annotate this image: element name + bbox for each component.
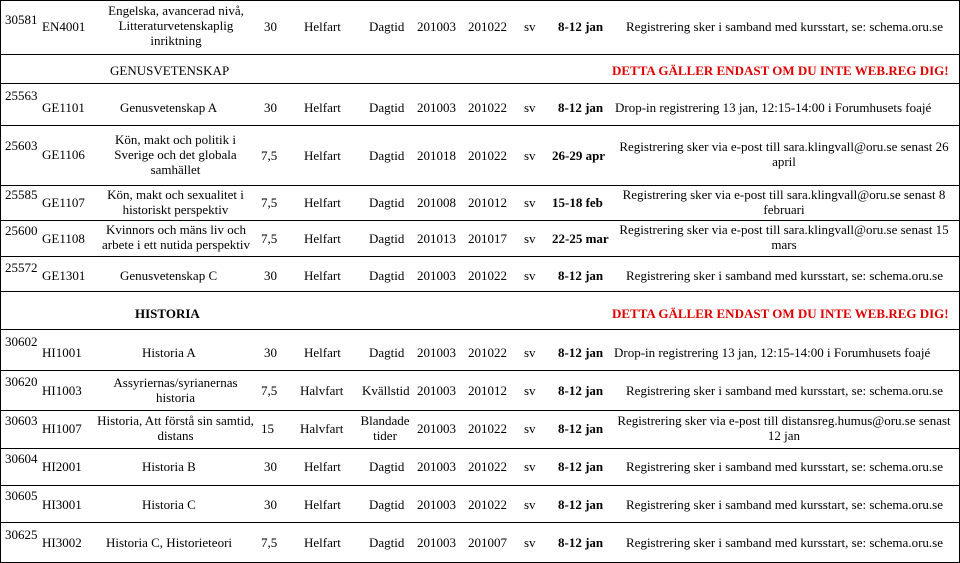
course-lang: sv: [524, 497, 536, 512]
course-id: 30581: [5, 12, 38, 27]
course-note: Registrering sker i samband med kursstart, se: schema.oru.se: [626, 268, 943, 283]
course-lang: sv: [524, 535, 536, 550]
course-hp: 7,5: [261, 148, 278, 163]
course-note: Drop-in registrering 13 jan, 12:15-14:00 i Forumhusets foajé: [615, 100, 932, 115]
course-id: 25603: [5, 138, 38, 153]
course-start: 201003: [417, 421, 456, 436]
course-pace: Helfart: [304, 100, 341, 115]
course-code: GE1101: [42, 100, 85, 115]
course-reg-dates: 26-29 apr: [552, 148, 606, 163]
course-id: 25563: [5, 88, 38, 103]
course-pace: Helfart: [304, 148, 341, 163]
course-end: 201022: [468, 268, 507, 283]
course-end: 201022: [468, 19, 507, 34]
course-end: 201022: [468, 497, 507, 512]
course-reg-dates: 15-18 feb: [552, 195, 603, 210]
course-id: 30625: [5, 527, 38, 542]
course-code: HI3002: [42, 535, 82, 550]
course-name: Kön, makt och politik i Sverige och det globala samhället: [114, 132, 237, 177]
course-end: 201022: [468, 148, 507, 163]
course-hp: 30: [264, 19, 277, 34]
course-reg-dates: 8-12 jan: [558, 345, 604, 360]
course-id: 30604: [5, 451, 38, 466]
course-pace: Helfart: [304, 19, 341, 34]
course-id: 30602: [5, 334, 38, 349]
course-lang: sv: [524, 195, 536, 210]
course-start: 201003: [417, 497, 456, 512]
course-code: HI3001: [42, 497, 82, 512]
course-lang: sv: [524, 100, 536, 115]
course-time: Blandade tider: [360, 413, 410, 443]
course-note: Registrering sker via e-post till sara.klingvall@oru.se senast 8 februari: [622, 187, 946, 217]
course-time: Dagtid: [369, 345, 405, 360]
course-note: Registrering sker via e-post till distansreg.humus@oru.se senast 12 jan: [617, 413, 951, 443]
course-reg-dates: 8-12 jan: [558, 268, 604, 283]
course-note: Registrering sker via e-post till sara.klingvall@oru.se senast 26 april: [619, 139, 949, 169]
course-reg-dates: 8-12 jan: [558, 383, 604, 398]
course-note: Registrering sker via e-post till sara.klingvall@oru.se senast 15 mars: [619, 222, 949, 252]
course-time: Dagtid: [369, 195, 405, 210]
course-start: 201003: [417, 100, 456, 115]
course-name: Assyriernas/syrianernas historia: [113, 375, 238, 405]
course-reg-dates: 8-12 jan: [558, 421, 604, 436]
course-lang: sv: [524, 268, 536, 283]
course-time: Dagtid: [369, 100, 405, 115]
course-name: Historia A: [142, 345, 196, 360]
course-id: 30603: [5, 413, 38, 428]
course-lang: sv: [524, 459, 536, 474]
course-hp: 7,5: [261, 231, 278, 246]
course-note: Drop-in registrering 13 jan, 12:15-14:00 i Forumhusets foajé: [614, 345, 931, 360]
course-id: 30605: [5, 488, 38, 503]
course-code: GE1106: [42, 147, 85, 162]
course-name: Historia B: [142, 459, 196, 474]
course-start: 201003: [417, 268, 456, 283]
section-title: GENUSVETENSKAP: [110, 63, 230, 78]
course-lang: sv: [524, 148, 536, 163]
course-lang: sv: [524, 231, 536, 246]
course-pace: Helfart: [304, 459, 341, 474]
course-start: 201003: [417, 535, 456, 550]
course-end: 201012: [468, 195, 507, 210]
course-start: 201003: [417, 383, 456, 398]
course-id: 25572: [5, 260, 38, 275]
course-name: Genusvetenskap C: [120, 268, 218, 283]
course-lang: sv: [524, 421, 536, 436]
course-end: 201022: [468, 459, 507, 474]
course-reg-dates: 8-12 jan: [558, 19, 604, 34]
course-end: 201012: [468, 383, 507, 398]
course-start: 201003: [417, 459, 456, 474]
course-hp: 30: [264, 345, 277, 360]
course-pace: Helfart: [304, 497, 341, 512]
course-pace: Helfart: [304, 345, 341, 360]
course-name: Historia C, Historieteori: [106, 535, 233, 550]
course-note: Registrering sker i samband med kursstart, se: schema.oru.se: [626, 535, 943, 550]
course-pace: Helfart: [304, 268, 341, 283]
course-time: Dagtid: [369, 535, 405, 550]
course-reg-dates: 8-12 jan: [558, 497, 604, 512]
section-notice: DETTA GÄLLER ENDAST OM DU INTE WEB.REG DIG!: [612, 63, 949, 78]
course-reg-dates: 8-12 jan: [558, 459, 604, 474]
course-note: Registrering sker i samband med kursstart, se: schema.oru.se: [626, 19, 943, 34]
course-reg-dates: 8-12 jan: [558, 535, 604, 550]
course-time: Dagtid: [369, 148, 405, 163]
course-end: 201022: [468, 100, 507, 115]
course-time: Dagtid: [369, 231, 405, 246]
course-name: Genusvetenskap A: [120, 100, 218, 115]
course-end: 201022: [468, 345, 507, 360]
course-code: HI1007: [42, 421, 82, 436]
course-lang: sv: [524, 19, 536, 34]
course-pace: Helfart: [304, 195, 341, 210]
course-id: 25600: [5, 223, 38, 238]
course-hp: 7,5: [261, 535, 278, 550]
course-hp: 15: [261, 421, 274, 436]
course-start: 201018: [417, 148, 456, 163]
course-code: EN4001: [42, 19, 86, 34]
course-end: 201007: [468, 535, 507, 550]
course-reg-dates: 22-25 mar: [552, 231, 609, 246]
course-lang: sv: [524, 345, 536, 360]
course-start: 201008: [417, 195, 456, 210]
course-name: Historia C: [142, 497, 196, 512]
course-name: Kön, makt och sexualitet i historiskt perspektiv: [107, 187, 244, 217]
course-start: 201003: [417, 19, 456, 34]
course-code: GE1301: [42, 268, 86, 283]
course-time: Dagtid: [369, 19, 405, 34]
course-pace: Helfart: [304, 535, 341, 550]
section-notice: DETTA GÄLLER ENDAST OM DU INTE WEB.REG DIG!: [612, 306, 949, 321]
course-name: Historia, Att förstå sin samtid, distans: [97, 413, 254, 443]
course-hp: 7,5: [261, 195, 278, 210]
course-id: 30620: [5, 374, 38, 389]
course-note: Registrering sker i samband med kursstart, se: schema.oru.se: [626, 459, 943, 474]
course-hp: 30: [264, 100, 277, 115]
course-hp: 7,5: [261, 383, 278, 398]
course-pace: Halvfart: [300, 421, 344, 436]
section-title: HISTORIA: [135, 306, 200, 321]
course-note: Registrering sker i samband med kursstart, se: schema.oru.se: [626, 497, 943, 512]
course-code: GE1108: [42, 231, 85, 246]
course-name: Kvinnors och mäns liv och arbete i ett nutida perspektiv: [101, 222, 250, 252]
course-hp: 30: [264, 497, 277, 512]
course-hp: 30: [264, 459, 277, 474]
course-code: HI2001: [42, 459, 82, 474]
course-time: Kvällstid: [362, 383, 410, 398]
course-code: HI1003: [42, 383, 82, 398]
course-start: 201013: [417, 231, 456, 246]
course-time: Dagtid: [369, 497, 405, 512]
course-pace: Helfart: [304, 231, 341, 246]
course-end: 201022: [468, 421, 507, 436]
course-name: Engelska, avancerad nivå, Litteraturvetenskaplig inriktning: [108, 3, 244, 48]
course-time: Dagtid: [369, 268, 405, 283]
course-lang: sv: [524, 383, 536, 398]
course-note: Registrering sker i samband med kursstart, se: schema.oru.se: [626, 383, 943, 398]
course-reg-dates: 8-12 jan: [558, 100, 604, 115]
course-id: 25585: [5, 187, 38, 202]
course-code: GE1107: [42, 195, 85, 210]
course-hp: 30: [264, 268, 277, 283]
course-time: Dagtid: [369, 459, 405, 474]
course-start: 201003: [417, 345, 456, 360]
course-end: 201017: [468, 231, 507, 246]
course-code: HI1001: [42, 345, 82, 360]
course-pace: Halvfart: [300, 383, 344, 398]
